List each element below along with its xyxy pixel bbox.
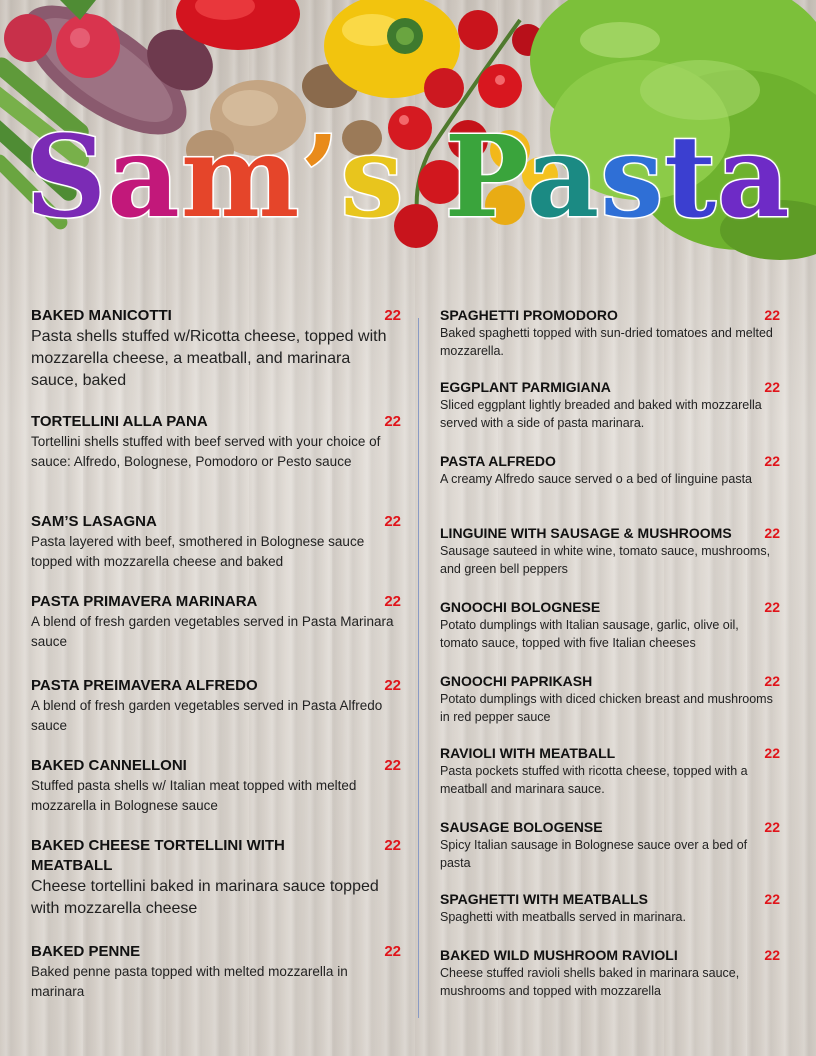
vegetable-header-image <box>0 0 816 280</box>
menu-item-name: GNOOCHI PAPRIKASH <box>440 673 593 689</box>
menu-item-name: TORTELLINI ALLA PANA <box>31 413 208 430</box>
menu-item <box>440 744 780 798</box>
menu-item-description: Cheese tortellini baked in marinara sauce topped with mozzarella cheese <box>31 878 379 917</box>
menu-item-name: BAKED CANNELLONI <box>31 757 187 774</box>
title-letter: a <box>526 112 601 243</box>
menu-item-price: 22 <box>384 943 401 960</box>
menu-item-description: Potato dumplings with diced chicken breast and mushrooms in red pepper sauce <box>440 692 773 724</box>
menu-item-price: 22 <box>764 745 780 761</box>
restaurant-title <box>0 112 816 243</box>
menu-item <box>440 598 780 652</box>
menu-item-name: SAM’S LASAGNA <box>31 513 157 530</box>
title-letter: s <box>600 112 665 243</box>
menu-item-name: PASTA ALFREDO <box>440 453 556 469</box>
title-letter <box>404 112 444 243</box>
title-letter: s <box>340 112 405 243</box>
menu-item <box>31 756 401 816</box>
menu-item-description: Sliced eggplant lightly breaded and baked with mozzarella served with a side of pasta marinara. <box>440 398 762 430</box>
menu-item-description: Pasta pockets stuffed with ricotta cheese, topped with a meatball and marinara sauce. <box>440 764 748 796</box>
menu-item <box>31 676 401 736</box>
menu-item <box>440 818 780 872</box>
menu-item-name: SPAGHETTI WITH MEATBALLS <box>440 891 648 907</box>
menu-item <box>440 452 780 488</box>
menu-item-description: Baked penne pasta topped with melted mozzarella in marinara <box>31 964 348 999</box>
menu-item-description: Stuffed pasta shells w/ Italian meat topped with melted mozzarella in Bolognese sauce <box>31 778 357 813</box>
menu-item-price: 22 <box>384 513 401 530</box>
menu-item-description: Pasta layered with beef, smothered in Bolognese sauce topped with mozzarella cheese and baked <box>31 534 365 569</box>
menu-item-price: 22 <box>764 947 780 963</box>
menu-item-price: 22 <box>764 453 780 469</box>
menu-item-description: Sausage sauteed in white wine, tomato sauce, mushrooms, and green bell peppers <box>440 544 771 576</box>
menu-item <box>440 672 780 726</box>
menu-item-description: Spaghetti with meatballs served in marinara. <box>440 910 686 924</box>
title-letter: ’ <box>300 112 341 243</box>
menu-item-price: 22 <box>384 413 401 430</box>
menu-item-name: SAUSAGE BOLOGENSE <box>440 819 603 835</box>
menu-item-price: 22 <box>384 757 401 774</box>
menu-item-description: Pasta shells stuffed w/Ricotta cheese, topped with mozzarella cheese, a meatball, and marinara sauce, baked <box>31 328 387 389</box>
menu-item-price: 22 <box>764 891 780 907</box>
menu-item-price: 22 <box>384 837 401 854</box>
menu-item-description: Cheese stuffed ravioli shells baked in marinara sauce, mushrooms and topped with mozzarella <box>440 966 740 998</box>
menu-item <box>440 306 780 360</box>
menu-item <box>31 592 401 652</box>
menu-item <box>440 890 780 926</box>
menu-item-price: 22 <box>384 677 401 694</box>
title-letter: m <box>180 112 301 243</box>
column-divider <box>418 318 419 1018</box>
menu-item-name: PASTA PREIMAVERA ALFREDO <box>31 677 258 694</box>
title-letter: P <box>444 112 527 243</box>
menu-item-name: LINGUINE WITH SAUSAGE & MUSHROOMS <box>440 525 732 541</box>
menu-item-price: 22 <box>764 379 780 395</box>
menu-item-price: 22 <box>764 673 780 689</box>
menu-item-name: BAKED PENNE <box>31 943 141 960</box>
menu-item <box>440 524 780 578</box>
menu-item-price: 22 <box>764 599 780 615</box>
menu-item-name: PASTA PRIMAVERA MARINARA <box>31 593 258 610</box>
menu-item-name: BAKED CHEESE TORTELLINI WITH MEATBALL <box>31 837 285 874</box>
menu-item <box>31 512 401 572</box>
menu-item-price: 22 <box>764 819 780 835</box>
menu-item-description: A creamy Alfredo sauce served o a bed of linguine pasta <box>440 472 752 486</box>
menu-item <box>31 412 401 472</box>
menu-item-price: 22 <box>764 307 780 323</box>
menu-item-price: 22 <box>384 307 401 324</box>
menu-item-name: SPAGHETTI PROMODORO <box>440 307 618 323</box>
menu-item <box>31 836 401 920</box>
menu-item <box>31 306 401 392</box>
menu-item-price: 22 <box>764 525 780 541</box>
menu-item <box>440 378 780 432</box>
title-letter: a <box>107 112 181 243</box>
menu-item-price: 22 <box>384 593 401 610</box>
menu-item <box>31 942 401 1002</box>
title-letter: S <box>25 112 108 243</box>
title-letter: a <box>717 112 791 243</box>
menu-item-name: GNOOCHI BOLOGNESE <box>440 599 601 615</box>
menu-item-description: A blend of fresh garden vegetables served in Pasta Marinara sauce <box>31 614 394 649</box>
menu-item <box>440 946 780 1000</box>
title-letter: t <box>664 112 718 243</box>
menu-item-name: EGGPLANT PARMIGIANA <box>440 379 611 395</box>
menu-item-name: BAKED WILD MUSHROOM RAVIOLI <box>440 947 678 963</box>
menu-item-description: A blend of fresh garden vegetables served in Pasta Alfredo sauce <box>31 698 383 733</box>
menu-item-description: Potato dumplings with Italian sausage, garlic, olive oil, tomato sauce, topped with five Italian cheeses <box>440 618 739 650</box>
menu-item-name: RAVIOLI WITH MEATBALL <box>440 745 616 761</box>
menu-item-description: Tortellini shells stuffed with beef served with your choice of sauce: Alfredo, Bolognese, Pomodoro or Pesto sauce <box>31 434 381 469</box>
menu-item-description: Spicy Italian sausage in Bolognese sauce over a bed of pasta <box>440 838 748 870</box>
menu-item-description: Baked spaghetti topped with sun-dried tomatoes and melted mozzarella. <box>440 326 773 358</box>
menu-item-name: BAKED MANICOTTI <box>31 307 172 324</box>
